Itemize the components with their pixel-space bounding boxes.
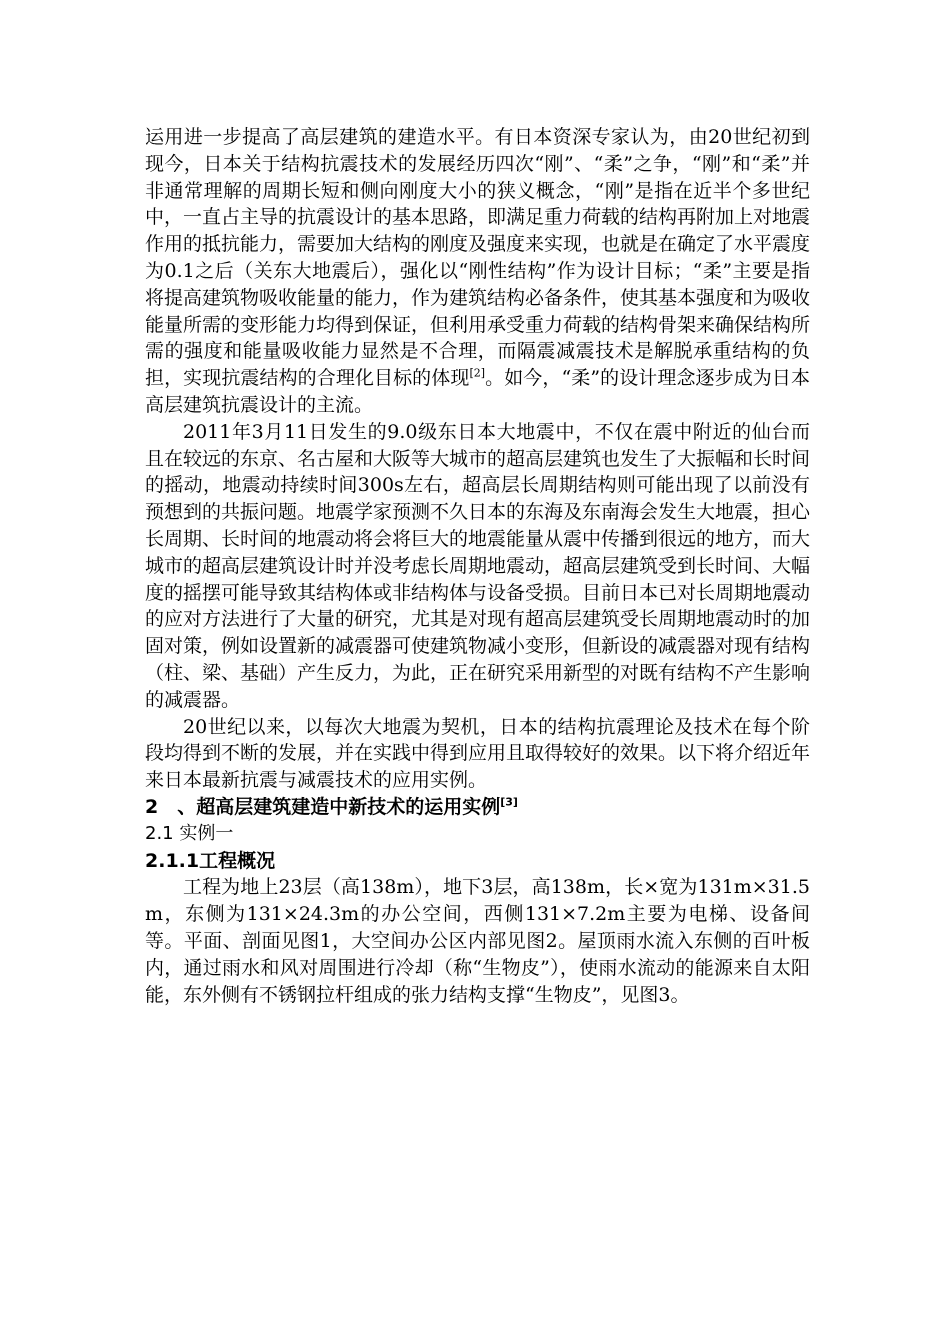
paragraph-20th-century: 20世纪以来，以每次大地震为契机，日本的结构抗震理论及技术在每个阶段均得到不断的发展，并在实践中得到应用且取得较好的效果。以下将介绍近年来日本最新抗震与减震技术的应用实例。 [145, 715, 811, 792]
paragraph-project-overview: 工程为地上23层（高138m），地下3层，高138m，长×宽为131m×31.5m，东侧为131×24.3m的办公空间，西侧131×7.2m主要为电梯、设备间等。平面、剖面见图1，大空间办公区内部见图2。屋顶雨水流入东侧的百叶板内，通过雨水和风对周围进行冷却（称“生物皮”），使雨水流动的能源来自太阳能，东外侧有不锈钢拉杆组成的张力结构支撑“生物皮”，见图3。 [145, 876, 810, 1006]
document-body [145, 124, 810, 1008]
section-heading-2 [145, 794, 810, 821]
paragraph-text: 运用进一步提高了高层建筑的建造水平。有日本资深专家认为，由20世纪初到现今，日本关于结构抗震技术的发展经历四次“刚”、“柔”之争，“刚”和“柔”并非通常理解的周期长短和侧向刚度大小的狭义概念，“刚”是指在近半个多世纪中，一直占主导的抗震设计的基本思路，即满足重力荷载的结构再附加上对地震作用的抵抗能力，需要加大结构的刚度及强度来实现，也就是在确定了水平震度为0.1之后（关东大地震后），强化以“刚性结构”作为设计目标；“柔”主要是指将提高建筑物吸收能量的能力，作为建筑结构必备条件，使其基本强度和为吸收能量所需的变形能力均得到保证，但利用承受重力荷载的结构骨架来确保结构所需的强度和能量吸收能力显然是不合理，而隔震减震技术是解脱承重结构的负担，实现抗震结构的合理化目标的体现 [145, 126, 811, 390]
subsubsection-heading-2-1-1: 2.1.1工程概况 [145, 849, 276, 872]
citation-ref-2: [2] [469, 366, 486, 380]
section-heading-text: 2 、超高层建筑建造中新技术的运用实例 [145, 795, 501, 818]
paragraph-text-continued: 。如今，“柔”的设计理念逐步成为日本高层建筑抗震设计的主流。 [145, 367, 810, 416]
paragraph-rigid-flexible [145, 124, 810, 419]
citation-ref-3: [3] [500, 795, 518, 809]
subsection-heading-2-1: 2.1 实例一 [145, 822, 234, 844]
paragraph-2011-earthquake: 2011年3月11日发生的9.0级东日本大地震中，不仅在震中附近的仙台而且在较远的东京、名古屋和大阪等大城市的超高层建筑也发生了大振幅和长时间的摇动，地震动持续时间300s左右，超高层长周期结构则可能出现了以前没有预想到的共振问题。地震学家预测不久日本的东海及东南海会发生大地震，担心长周期、长时间的地震动将会将巨大的地震能量从震中传播到很远的地方，而大城市的超高层建筑设计时并没考虑长周期地震动，超高层建筑受到长时间、大幅度的摇摆可能导致其结构体或非结构体与设备受损。目前日本已对长周期地震动的应对方法进行了大量的研究，尤其是对现有超高层建筑受长周期地震动时的加固对策，例如设置新的减震器可使建筑物减小变形，但新设的减震器对现有结构（柱、梁、基础）产生反力，为此，正在研究采用新型的对既有结构不产生影响的减震器。 [145, 420, 811, 711]
